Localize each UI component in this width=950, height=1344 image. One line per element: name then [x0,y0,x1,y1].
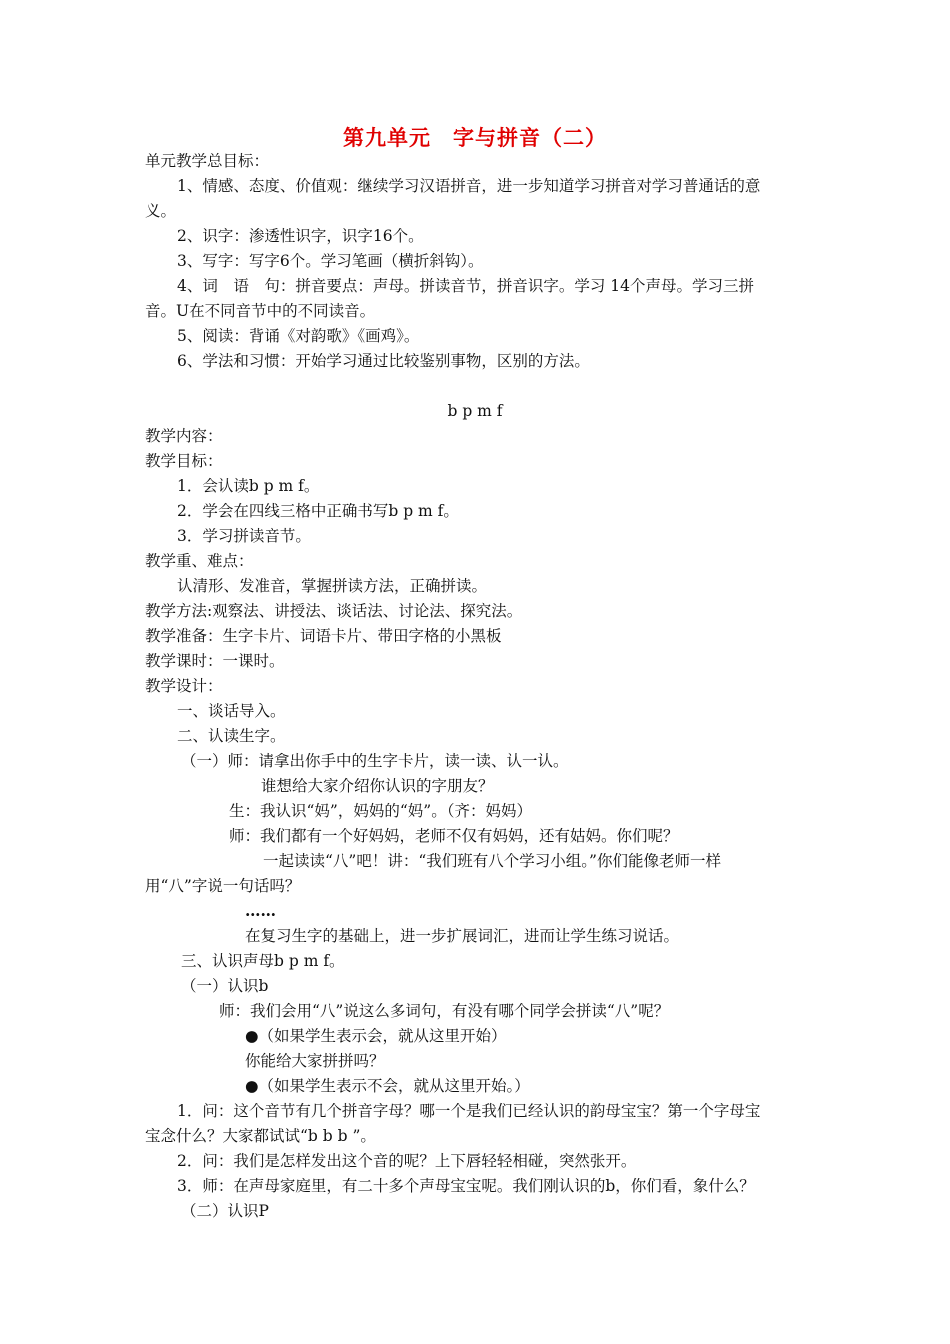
design-line: 用“八”字说一句话吗？ [145,877,301,895]
goal-item: 1、情感、态度、价值观：继续学习汉语拼音，进一步知道学习拼音对学习普通话的意 [177,177,761,195]
design-line: 一起读读“八”吧！讲：“我们班有八个学习小组。”你们能像老师一样 [263,852,721,870]
design-line: （一）师：请拿出你手中的生字卡片，读一读、认一认。 [181,752,569,770]
design-line: 1．问：这个音节有几个拼音字母？哪一个是我们已经认识的韵母宝宝？第一个字母宝 [177,1102,761,1120]
design-line: 师：我们会用“八”说这么多词句，有没有哪个同学会拼读“八”呢？ [219,1002,670,1020]
teaching-duration: 教学课时：一课时。 [145,652,285,670]
design-line: 三、认识声母b p m f。 [181,952,345,970]
key-points-label: 教学重、难点： [145,552,254,570]
design-line: 生：我认识“妈”，妈妈的“妈”。（齐：妈妈） [229,802,532,820]
design-line: 一、谈话导入。 [177,702,286,720]
design-line: ●（如果学生表示会，就从这里开始） [245,1027,507,1045]
goal-item: 2、识字：渗透性识字，识字16个。 [177,227,424,245]
objectives-label: 教学目标： [145,452,223,470]
goal-item: 义。 [145,202,177,220]
design-line: 在复习生字的基础上，进一步扩展词汇，进而让学生练习说话。 [245,927,680,945]
lesson-title: b p m f [447,402,503,420]
design-line: 师：我们都有一个好妈妈，老师不仅有妈妈，还有姑妈。你们呢？ [229,827,679,845]
objective-item: 1．会认读b p m f。 [177,477,320,495]
design-line: 2．问：我们是怎样发出这个音的呢？上下唇轻轻相碰，突然张开。 [177,1152,637,1170]
design-line: 宝念什么？大家都试试“b b b ”。 [145,1127,376,1145]
goals-heading: 单元教学总目标： [145,152,270,170]
key-points-text: 认清形、发准音，掌握拼读方法，正确拼读。 [177,577,488,595]
design-line: （二）认识P [181,1202,269,1220]
design-line: （一）认识b [181,977,269,995]
ellipsis: …… [245,901,276,920]
objective-item: 2．学会在四线三格中正确书写b p m f。 [177,502,459,520]
design-line: 谁想给大家介绍你认识的字朋友？ [261,777,494,795]
design-line: 二、认读生字。 [177,727,286,745]
goal-item: 3、写字：写字6个。学习笔画（横折斜钩）。 [177,252,484,270]
goal-item: 5、阅读：背诵《对韵歌》《画鸡》。 [177,327,420,345]
goal-item: 6、学法和习惯：开始学习通过比较鉴别事物，区别的方法。 [177,352,590,370]
content-label: 教学内容： [145,427,223,445]
goal-item: 音。U在不同音节中的不同读音。 [145,302,376,320]
design-label: 教学设计： [145,677,223,695]
design-line: 3．师：在声母家庭里，有二十多个声母宝宝呢。我们刚认识的b，你们看，象什么？ [177,1177,755,1195]
design-line: 你能给大家拼拼吗？ [245,1052,385,1070]
teaching-preparation: 教学准备：生字卡片、词语卡片、带田字格的小黑板 [145,627,502,645]
page-title: 第九单元 字与拼音（二） [343,125,607,150]
design-line: ●（如果学生表示不会，就从这里开始。） [245,1077,530,1095]
objective-item: 3．学习拼读音节。 [177,527,311,545]
teaching-method: 教学方法:观察法、讲授法、谈话法、讨论法、探究法。 [145,602,523,620]
goal-item: 4、词 语 句：拼音要点：声母。拼读音节，拼音识字。学习 14个声母。学习三拼 [177,277,755,295]
